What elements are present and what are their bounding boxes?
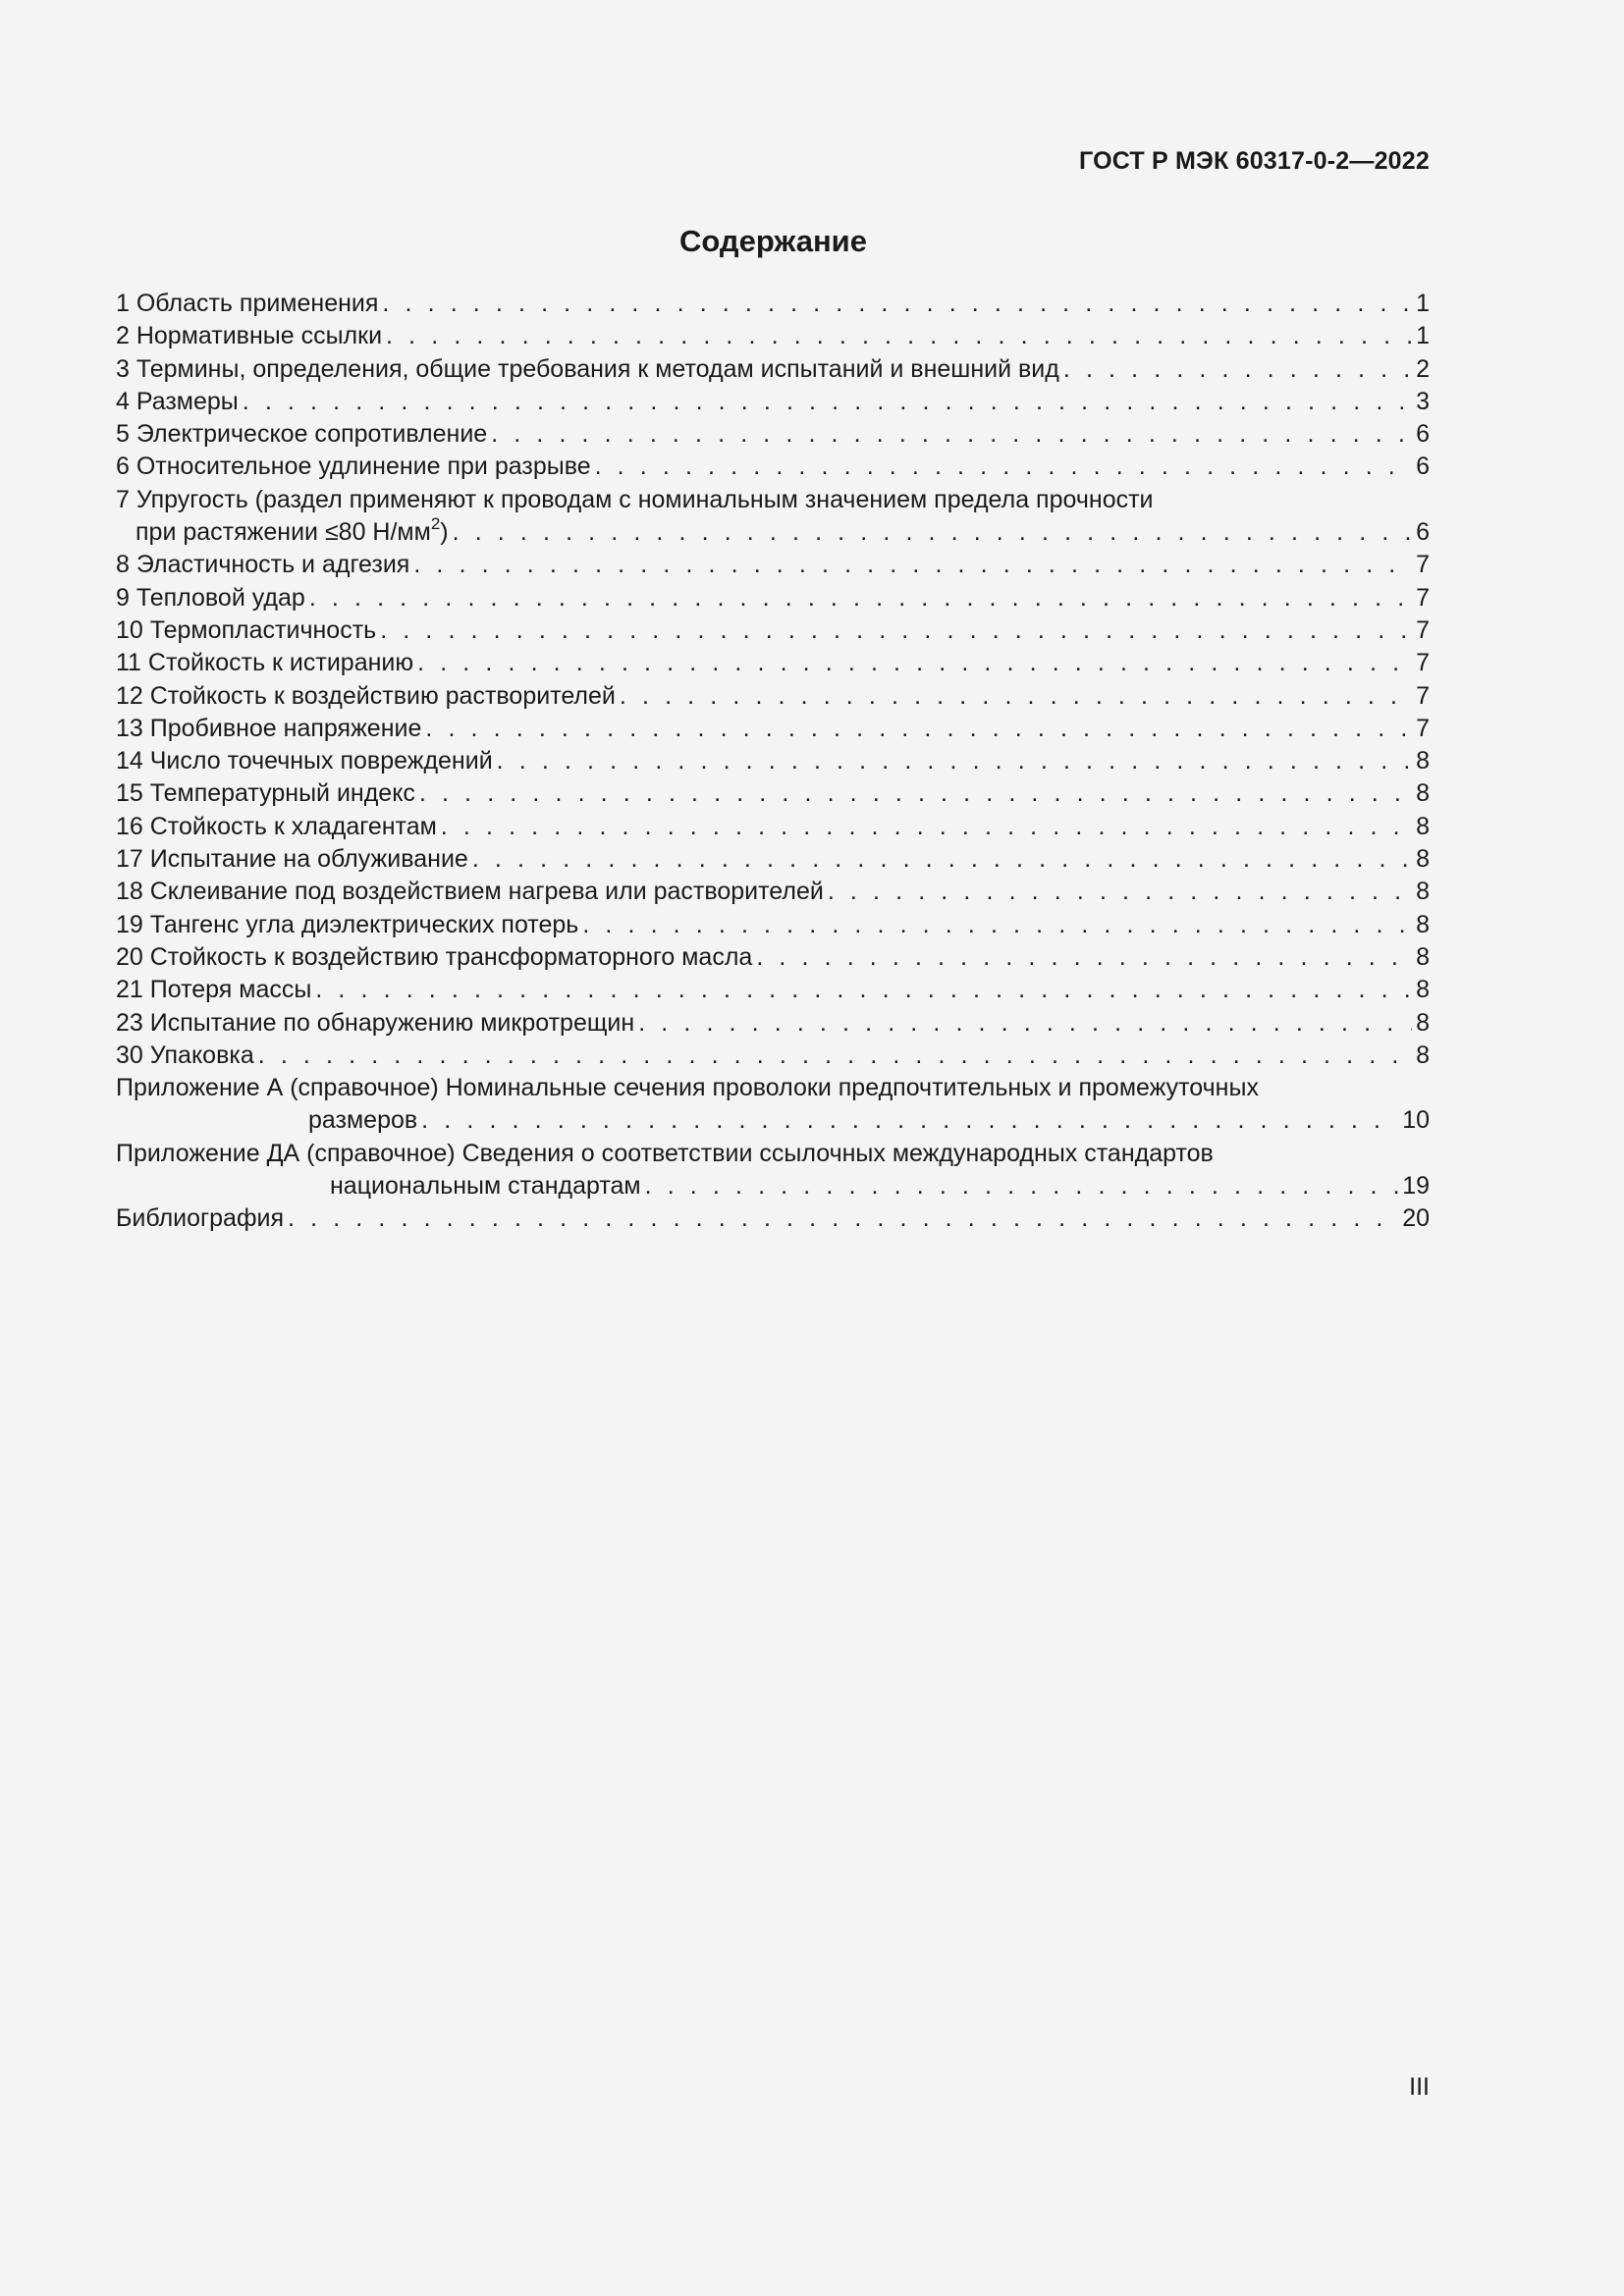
toc-entry-text: ) [440, 518, 449, 547]
dot-leader [288, 1202, 1398, 1235]
toc-entry-19[interactable] [116, 909, 1430, 941]
toc-entry-page: 8 [1416, 845, 1430, 874]
toc-entry-label: 23 Испытание по обнаружению микротрещин [116, 1008, 635, 1037]
toc-entry-page: 2 [1416, 354, 1430, 383]
toc-entry-5[interactable] [116, 418, 1430, 451]
toc-appendix-a-line-1[interactable] [116, 1072, 1430, 1104]
superscript: 2 [430, 513, 441, 533]
toc-entry-16[interactable] [116, 811, 1430, 843]
toc-entry-page: 8 [1416, 942, 1430, 971]
toc-entry-label: 8 Эластичность и адгезия [116, 551, 410, 579]
toc-entry-label: 21 Потеря массы [116, 976, 312, 1004]
dot-leader [421, 1104, 1398, 1137]
toc-entry-label: 12 Стойкость к воздействию растворителей [116, 681, 616, 710]
dot-leader [386, 320, 1412, 352]
toc-entry-label: 16 Стойкость к хладагентам [116, 812, 437, 840]
toc-entry-label: 1 Область применения [116, 290, 379, 317]
toc-entry-12[interactable] [116, 680, 1430, 713]
toc-entry-23[interactable] [116, 1007, 1430, 1040]
toc-entry-page: 6 [1416, 453, 1430, 481]
toc-entry-page: 7 [1416, 583, 1430, 612]
toc-entry-10[interactable] [116, 614, 1430, 647]
toc-entry-page: 1 [1416, 322, 1430, 350]
toc-entry-17[interactable] [116, 843, 1430, 876]
toc-entry-label: 17 Испытание на облуживание [116, 845, 468, 874]
dot-leader [582, 909, 1412, 941]
dot-leader [828, 876, 1412, 908]
toc-entry-page: 10 [1402, 1106, 1430, 1135]
toc-entry-15[interactable] [116, 777, 1430, 810]
toc-entry-2[interactable] [116, 320, 1430, 352]
toc-entry-label: 20 Стойкость к воздействию трансформаторного масла [116, 942, 753, 971]
toc-entry-page: 3 [1416, 387, 1430, 415]
toc-entry-label-continued: размеров [308, 1106, 418, 1135]
dot-leader [497, 745, 1412, 777]
toc-entry-label: 4 Размеры [116, 387, 239, 415]
toc-entry-4[interactable] [116, 386, 1430, 418]
dot-leader [315, 974, 1412, 1006]
toc-entry-page: 6 [1416, 420, 1430, 449]
toc-entry-page: 8 [1416, 779, 1430, 808]
toc-entry-page: 7 [1416, 681, 1430, 710]
toc-entry-label: 5 Электрическое сопротивление [116, 420, 488, 449]
toc-entry-label: 3 Термины, определения, общие требования к методам испытаний и внешний вид [116, 354, 1059, 383]
dot-leader [645, 1170, 1399, 1202]
dot-leader [380, 614, 1412, 647]
toc-entry-18[interactable] [116, 876, 1430, 908]
toc-entry-7-line-2[interactable] [116, 513, 1430, 549]
dot-leader [638, 1007, 1412, 1040]
toc-entry-page: 8 [1416, 1041, 1430, 1069]
dot-leader [425, 713, 1412, 745]
toc-entry-label: 7 Упругость (раздел применяют к проводам с номинальным значением предела прочности [116, 485, 1154, 513]
toc-entry-13[interactable] [116, 713, 1430, 745]
toc-entry-21[interactable] [116, 974, 1430, 1006]
toc-entry-20[interactable] [116, 941, 1430, 974]
toc-entry-3[interactable] [116, 353, 1430, 386]
toc-entry-page: 8 [1416, 1008, 1430, 1037]
dot-leader [491, 418, 1412, 451]
toc-entry-label: 15 Температурный индекс [116, 779, 415, 808]
toc-entry-page: 8 [1416, 878, 1430, 906]
toc-appendix-da-line-2[interactable] [116, 1170, 1430, 1202]
toc-entry-7-line-1[interactable] [116, 484, 1430, 516]
page-number: III [1409, 2073, 1430, 2101]
toc-entry-label: 10 Термопластичность [116, 615, 377, 644]
dot-leader [453, 516, 1412, 549]
toc-entry-label: 14 Число точечных повреждений [116, 747, 493, 775]
toc-entry-label: 6 Относительное удлинение при разрыве [116, 453, 591, 481]
toc-entry-8[interactable] [116, 549, 1430, 581]
toc-entry-14[interactable] [116, 745, 1430, 777]
dot-leader [309, 582, 1412, 614]
toc-entry-1[interactable] [116, 288, 1430, 320]
toc-entry-9[interactable] [116, 582, 1430, 614]
document-code: ГОСТ Р МЭК 60317-0-2—2022 [1079, 147, 1430, 175]
toc-entry-label: Библиография [116, 1204, 285, 1233]
toc-entry-page: 8 [1416, 910, 1430, 938]
toc-entry-text: при растяжении ≤80 Н/мм [135, 518, 431, 547]
toc-entry-label: 2 Нормативные ссылки [116, 322, 383, 350]
dot-leader [1063, 353, 1412, 386]
dot-leader [472, 843, 1412, 876]
toc-entry-30[interactable] [116, 1040, 1430, 1072]
toc-entry-page: 7 [1416, 551, 1430, 579]
dot-leader [382, 288, 1412, 320]
dot-leader [595, 451, 1413, 483]
toc-entry-label: 11 Стойкость к истиранию [116, 649, 414, 677]
toc-entry-page: 6 [1416, 518, 1430, 547]
toc-appendix-da-line-1[interactable] [116, 1138, 1430, 1170]
toc-entry-label-continued: национальным стандартам [330, 1172, 641, 1201]
toc-entry-label: Приложение А (справочное) Номинальные сечения проволоки предпочтительных и промежуточных [116, 1074, 1259, 1102]
toc-entry-page: 8 [1416, 747, 1430, 775]
toc-entry-11[interactable] [116, 647, 1430, 679]
toc-entry-page: 7 [1416, 615, 1430, 644]
toc-entry-label: 30 Упаковка [116, 1041, 254, 1069]
toc-entry-page: 7 [1416, 649, 1430, 677]
dot-leader [620, 680, 1412, 713]
dot-leader [756, 941, 1412, 974]
toc-entry-label-continued [135, 513, 449, 549]
toc-entry-page: 8 [1416, 812, 1430, 840]
toc-entry-page: 8 [1416, 976, 1430, 1004]
dot-leader [417, 647, 1412, 679]
toc-entry-page: 19 [1402, 1172, 1430, 1201]
dot-leader [243, 386, 1412, 418]
toc-bibliography[interactable] [116, 1202, 1430, 1235]
toc-entry-label: 18 Склеивание под воздействием нагрева или растворителей [116, 878, 824, 906]
dot-leader [419, 777, 1412, 810]
toc-entry-label: 13 Пробивное напряжение [116, 714, 422, 742]
toc-entry-label: 19 Тангенс угла диэлектрических потерь [116, 910, 579, 938]
toc-appendix-a-line-2[interactable] [116, 1104, 1430, 1137]
toc-entry-page: 1 [1416, 290, 1430, 317]
page-title: Содержание [679, 224, 867, 258]
toc-entry-label: 9 Тепловой удар [116, 583, 305, 612]
table-of-contents [116, 288, 1430, 1236]
toc-entry-label: Приложение ДА (справочное) Сведения о соответствии ссылочных международных стандартов [116, 1139, 1214, 1167]
toc-entry-6[interactable] [116, 451, 1430, 483]
dot-leader [258, 1040, 1412, 1072]
toc-entry-page: 20 [1402, 1204, 1430, 1233]
toc-entry-page: 7 [1416, 714, 1430, 742]
dot-leader [441, 811, 1412, 843]
dot-leader [413, 549, 1412, 581]
